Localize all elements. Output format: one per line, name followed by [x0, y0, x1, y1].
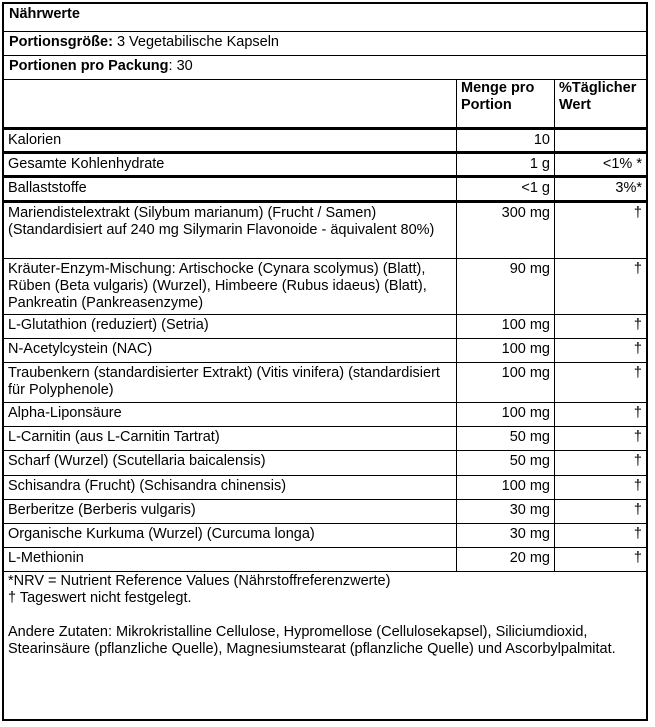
supplement-facts-panel — [2, 2, 648, 721]
other-ingredients-note: Andere Zutaten: Mikrokristalline Cellulose, Hypromellose (Cellulosekapsel), Siliciumdioxid, Stearinsäure (pflanzliche Quelle), Magnesiumstearat (pflanzliche Quelle) und Ascorbylpalmitat. — [8, 624, 616, 657]
header-name-cell — [4, 80, 456, 127]
nrv-note: *NRV = Nutrient Reference Values (Nährstoffreferenzwerte) — [8, 573, 391, 589]
nutrient-amount: 100 mg — [456, 339, 554, 362]
nutrient-daily-value: † — [554, 259, 646, 314]
nutrient-amount: 1 g — [456, 154, 554, 175]
nutrient-amount: 50 mg — [456, 451, 554, 475]
serving-size-row — [4, 32, 646, 56]
servings-per-container-row — [4, 56, 646, 80]
nutrient-amount: 100 mg — [456, 476, 554, 499]
table-header — [4, 80, 646, 130]
nutrient-name: Organische Kurkuma (Wurzel) (Curcuma longa) — [8, 526, 315, 542]
nutrient-name: N-Acetylcystein (NAC) — [8, 341, 153, 357]
nutrient-name: L-Glutathion (reduziert) (Setria) — [8, 317, 209, 333]
nutrient-daily-value: † — [554, 451, 646, 475]
footnotes — [4, 572, 646, 658]
nutrient-daily-value: † — [554, 403, 646, 426]
table-row — [4, 154, 646, 178]
table-row — [4, 178, 646, 203]
nutrient-name: Alpha-Liponsäure — [8, 405, 122, 421]
nutrient-amount: 90 mg — [456, 259, 554, 314]
table-row — [4, 524, 646, 548]
nutrient-name: Mariendistelextrakt (Silybum marianum) (Frucht / Samen) (Standardisiert auf 240 mg Silymarin Flavonoide - äquivalent 80%) — [8, 205, 435, 238]
header-amount: Menge pro Portion — [456, 80, 554, 127]
servings-per-container-label: Portionen pro Packung — [9, 58, 169, 74]
nutrient-name: Berberitze (Berberis vulgaris) — [8, 502, 196, 518]
nutrient-daily-value: † — [554, 548, 646, 571]
nutrient-amount: 20 mg — [456, 548, 554, 571]
table-row — [4, 259, 646, 315]
nutrient-daily-value: † — [554, 476, 646, 499]
nutrient-name: Kalorien — [8, 132, 62, 148]
table-row — [4, 427, 646, 451]
dv-not-established-note: † Tageswert nicht festgelegt. — [8, 590, 192, 606]
nutrient-name: Ballaststoffe — [8, 180, 87, 196]
nutrient-amount: 50 mg — [456, 427, 554, 450]
serving-size-label: Portionsgröße: — [9, 34, 113, 50]
nutrient-daily-value: † — [554, 203, 646, 258]
nutrient-daily-value: † — [554, 315, 646, 338]
panel-title: Nährwerte — [4, 4, 646, 32]
servings-per-container-value: : 30 — [168, 58, 193, 74]
nutrient-name: Kräuter-Enzym-Mischung: Artischocke (Cynara scolymus) (Blatt), Rüben (Beta vulgaris) (Wurzel), Himbeere (Rubus idaeus) (Blatt), Pankreatin (Pankreasenzyme) — [8, 261, 427, 311]
nutrient-amount: 10 — [456, 130, 554, 151]
nutrient-amount: 100 mg — [456, 403, 554, 426]
nutrient-daily-value: † — [554, 339, 646, 362]
table-row — [4, 130, 646, 154]
nutrient-name: L-Methionin — [8, 550, 84, 566]
table-row — [4, 339, 646, 363]
table-row — [4, 476, 646, 500]
table-row — [4, 548, 646, 572]
nutrient-daily-value: † — [554, 363, 646, 402]
nutrient-rows — [4, 130, 646, 572]
nutrient-name: Traubenkern (standardisierter Extrakt) (Vitis vinifera) (standardisiert für Polyphenole) — [8, 365, 440, 398]
table-row — [4, 315, 646, 339]
table-row — [4, 203, 646, 259]
nutrient-amount: 30 mg — [456, 524, 554, 547]
table-row — [4, 500, 646, 524]
nutrient-amount: 100 mg — [456, 363, 554, 402]
nutrient-daily-value: † — [554, 500, 646, 523]
nutrient-daily-value: <1% * — [554, 154, 646, 175]
nutrient-name: Scharf (Wurzel) (Scutellaria baicalensis) — [8, 453, 266, 469]
nutrient-daily-value: 3%* — [554, 178, 646, 200]
nutrient-name: L-Carnitin (aus L-Carnitin Tartrat) — [8, 429, 220, 445]
nutrient-daily-value: † — [554, 524, 646, 547]
table-row — [4, 363, 646, 403]
nutrient-amount: 300 mg — [456, 203, 554, 258]
table-row — [4, 403, 646, 427]
nutrient-daily-value — [554, 130, 646, 151]
serving-size-value: 3 Vegetabilische Kapseln — [112, 34, 279, 50]
nutrient-amount: 100 mg — [456, 315, 554, 338]
table-row — [4, 451, 646, 476]
nutrient-name: Gesamte Kohlenhydrate — [8, 156, 165, 172]
nutrient-amount: 30 mg — [456, 500, 554, 523]
nutrient-daily-value: † — [554, 427, 646, 450]
nutrient-name: Schisandra (Frucht) (Schisandra chinensis) — [8, 478, 287, 494]
nutrient-amount: <1 g — [456, 178, 554, 200]
header-daily-value: %Täglicher Wert — [554, 80, 646, 127]
